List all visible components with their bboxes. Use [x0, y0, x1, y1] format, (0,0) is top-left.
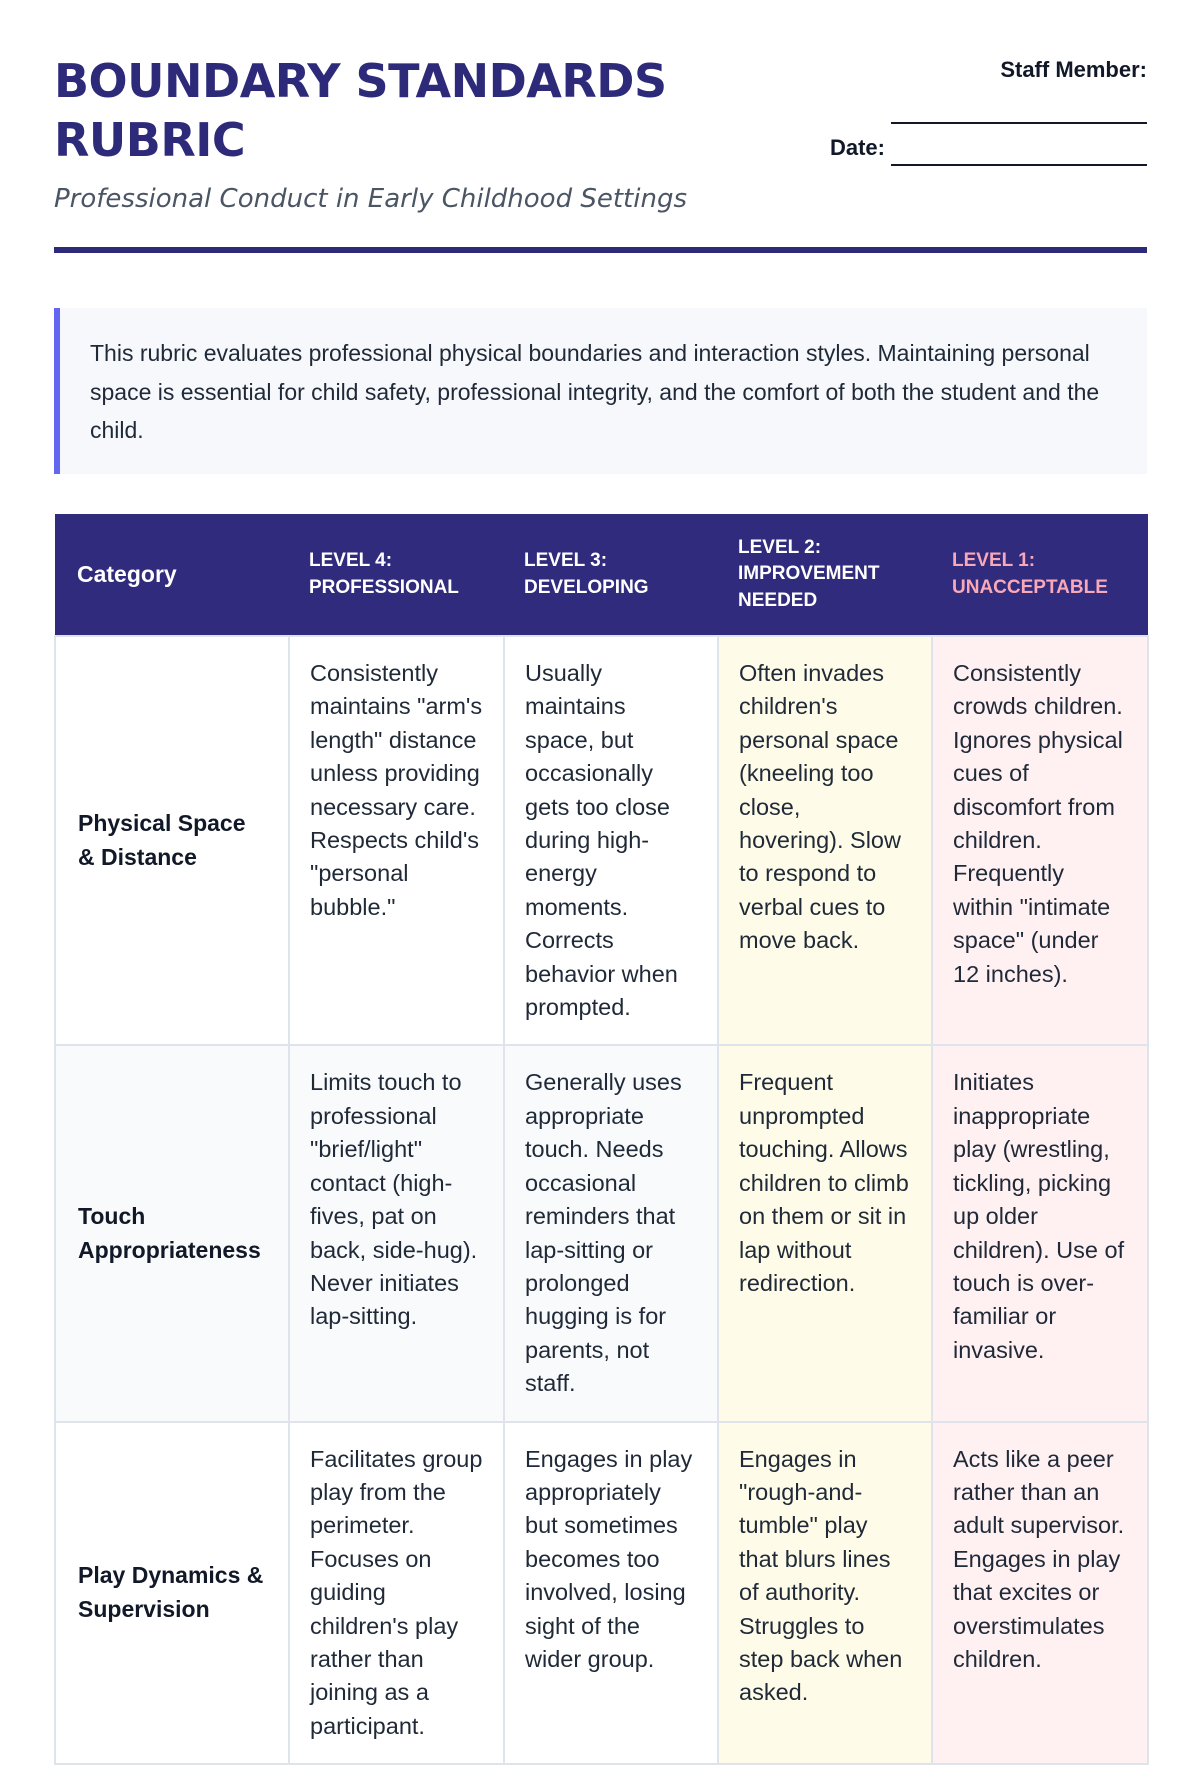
header-level-1: LEVEL 1: UNACCEPTABLE: [932, 514, 1148, 636]
header-level-3: LEVEL 3: DEVELOPING: [504, 514, 718, 636]
cell-level-4: Limits touch to professional "brief/light" contact (high-fives, pat on back, side-hug). Never initiates lap-sitting.: [289, 1045, 504, 1421]
meta-fields: [747, 52, 1147, 166]
staff-member-line-row: [747, 88, 1147, 124]
header-level-2: LEVEL 2: IMPROVEMENT NEEDED: [718, 514, 932, 636]
table-row: [55, 636, 1148, 1045]
staff-member-label: Staff Member:: [1000, 57, 1147, 82]
table-row: [55, 1422, 1148, 1765]
staff-member-field: [747, 52, 1147, 88]
cell-level-1: Acts like a peer rather than an adult supervisor. Engages in play that excites or overstimulates children.: [932, 1422, 1148, 1765]
header: [54, 52, 1147, 252]
row-category: Play Dynamics & Supervision: [55, 1422, 289, 1765]
cell-level-1: Initiates inappropriate play (wrestling, tickling, picking up older children). Use of touch is over-familiar or invasive.: [932, 1045, 1148, 1421]
cell-level-2: Frequent unprompted touching. Allows children to climb on them or sit in lap without redirection.: [718, 1045, 932, 1421]
cell-level-3: Usually maintains space, but occasionally gets too close during high-energy moments. Corrects behavior when prompted.: [504, 636, 718, 1045]
staff-member-line[interactable]: [891, 96, 1147, 124]
header-level-4: LEVEL 4: PROFESSIONAL: [289, 514, 504, 636]
page-subtitle: Professional Conduct in Early Childhood Settings: [54, 184, 688, 214]
date-line[interactable]: [891, 138, 1147, 166]
cell-level-4: Consistently maintains "arm's length" distance unless providing necessary care. Respects child's "personal bubble.": [289, 636, 504, 1045]
row-category: Physical Space & Distance: [55, 636, 289, 1045]
date-label: Date:: [829, 135, 885, 160]
rubric-table: [54, 514, 1149, 1765]
intro-callout: This rubric evaluates professional physical boundaries and interaction styles. Maintaining personal space is essential for child safety, professional integrity, and the comfort of both the student and the child.: [54, 308, 1147, 474]
cell-level-2: Engages in "rough-and-tumble" play that blurs lines of authority. Struggles to step back when asked.: [718, 1422, 932, 1765]
cell-level-1: Consistently crowds children. Ignores physical cues of discomfort from children. Frequently within "intimate space" (under 12 inches).: [932, 636, 1148, 1045]
page-title: BOUNDARY STANDARDS RUBRIC: [54, 54, 667, 167]
cell-level-4: Facilitates group play from the perimeter. Focuses on guiding children's play rather than joining as a participant.: [289, 1422, 504, 1765]
date-field: [747, 130, 1147, 166]
cell-level-3: Engages in play appropriately but sometimes becomes too involved, losing sight of the wider group.: [504, 1422, 718, 1765]
header-category: Category: [55, 514, 289, 636]
table-row: [55, 1045, 1148, 1421]
row-category: Touch Appropriateness: [55, 1045, 289, 1421]
header-divider: [54, 247, 1147, 253]
cell-level-2: Often invades children's personal space (kneeling too close, hovering). Slow to respond to verbal cues to move back.: [718, 636, 932, 1045]
cell-level-3: Generally uses appropriate touch. Needs occasional reminders that lap-sitting or prolonged hugging is for parents, not staff.: [504, 1045, 718, 1421]
table-header-row: [55, 514, 1148, 636]
